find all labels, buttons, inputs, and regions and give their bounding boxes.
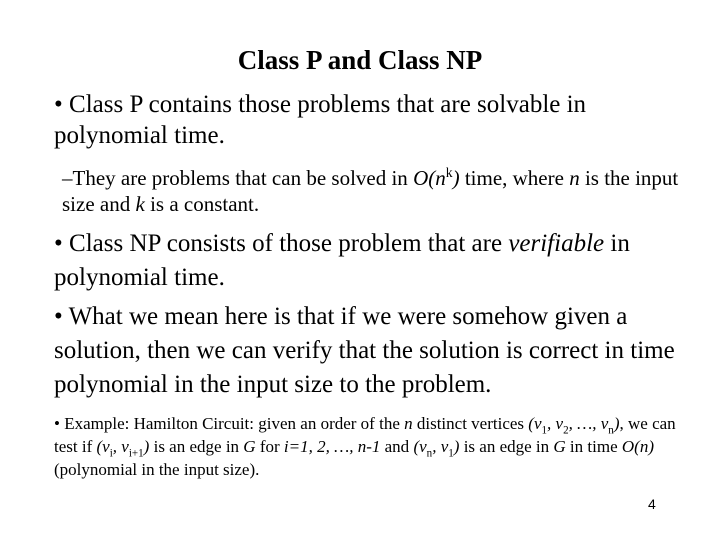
math-run: ) bbox=[453, 437, 460, 456]
math-subscript: n bbox=[608, 424, 614, 437]
text-run: in time bbox=[565, 437, 622, 456]
bullet-marker: • bbox=[54, 303, 63, 330]
math-var: G bbox=[243, 437, 256, 456]
text-run: Example: Hamilton Circuit: given an order of the bbox=[59, 414, 405, 433]
math-run: , v bbox=[112, 437, 129, 456]
math-run: (v bbox=[96, 437, 110, 456]
text-run: , we can test if bbox=[54, 414, 676, 456]
bullet-marker: • bbox=[54, 230, 63, 257]
text-run: is a constant. bbox=[144, 192, 260, 216]
math-run: , v bbox=[432, 437, 449, 456]
text-run: distinct vertices bbox=[412, 414, 529, 433]
text-run: Class NP consists of those problem that are bbox=[62, 230, 509, 257]
math-subscript: i bbox=[109, 447, 113, 460]
bullet-class-np bbox=[54, 227, 694, 295]
math-run: , …, v bbox=[568, 414, 609, 433]
math-subscript: 1 bbox=[541, 424, 548, 437]
text-run: time, where bbox=[459, 166, 570, 190]
bullet-text: What we mean here is that if we were somehow given a solution, then we can verify that the solution is correct in time polynomial in the input size to the problem. bbox=[54, 303, 675, 398]
text-run: in polynomial time. bbox=[54, 230, 630, 291]
bullet-marker: • bbox=[54, 414, 60, 433]
math-superscript: k bbox=[445, 165, 453, 180]
math-var: n bbox=[569, 166, 580, 190]
bullet-class-p bbox=[54, 89, 694, 151]
math-run: ) bbox=[613, 414, 620, 433]
math-run: O(n) bbox=[621, 437, 654, 456]
bullet-example bbox=[54, 412, 694, 481]
math-run: ) bbox=[452, 166, 460, 190]
math-subscript: 2 bbox=[563, 424, 569, 437]
math-run: (v bbox=[413, 437, 427, 456]
text-run: is an edge in bbox=[459, 437, 554, 456]
slide-title: Class P and Class NP bbox=[237, 45, 483, 75]
math-run: i=1, 2, …, n-1 bbox=[283, 437, 381, 456]
math-run: (v bbox=[528, 414, 542, 433]
math-subscript: 1 bbox=[448, 447, 454, 460]
math-subscript: n bbox=[426, 447, 433, 460]
emphasis-text: verifiable bbox=[508, 230, 605, 257]
text-run: for bbox=[255, 437, 284, 456]
text-run: is the input size and bbox=[62, 166, 679, 216]
math-var: n bbox=[404, 414, 413, 433]
page-number: 4 bbox=[648, 496, 656, 512]
text-run: (polynomial in the input size). bbox=[54, 460, 260, 479]
text-run: and bbox=[380, 437, 414, 456]
math-run: O(n bbox=[413, 166, 446, 190]
bullet-marker: • bbox=[54, 91, 63, 118]
bullet-meaning bbox=[54, 300, 694, 402]
text-run: –They are problems that can be solved in bbox=[62, 166, 414, 190]
math-subscript: i+1 bbox=[128, 447, 144, 460]
bullet-text: Class P contains those problems that are solvable in polynomial time. bbox=[54, 91, 587, 149]
sub-bullet-class-p-detail bbox=[62, 165, 692, 217]
math-var: k bbox=[135, 192, 145, 216]
math-run: , v bbox=[547, 414, 564, 433]
math-run: ) bbox=[143, 437, 150, 456]
math-var: G bbox=[553, 437, 566, 456]
text-run: is an edge in bbox=[149, 437, 244, 456]
